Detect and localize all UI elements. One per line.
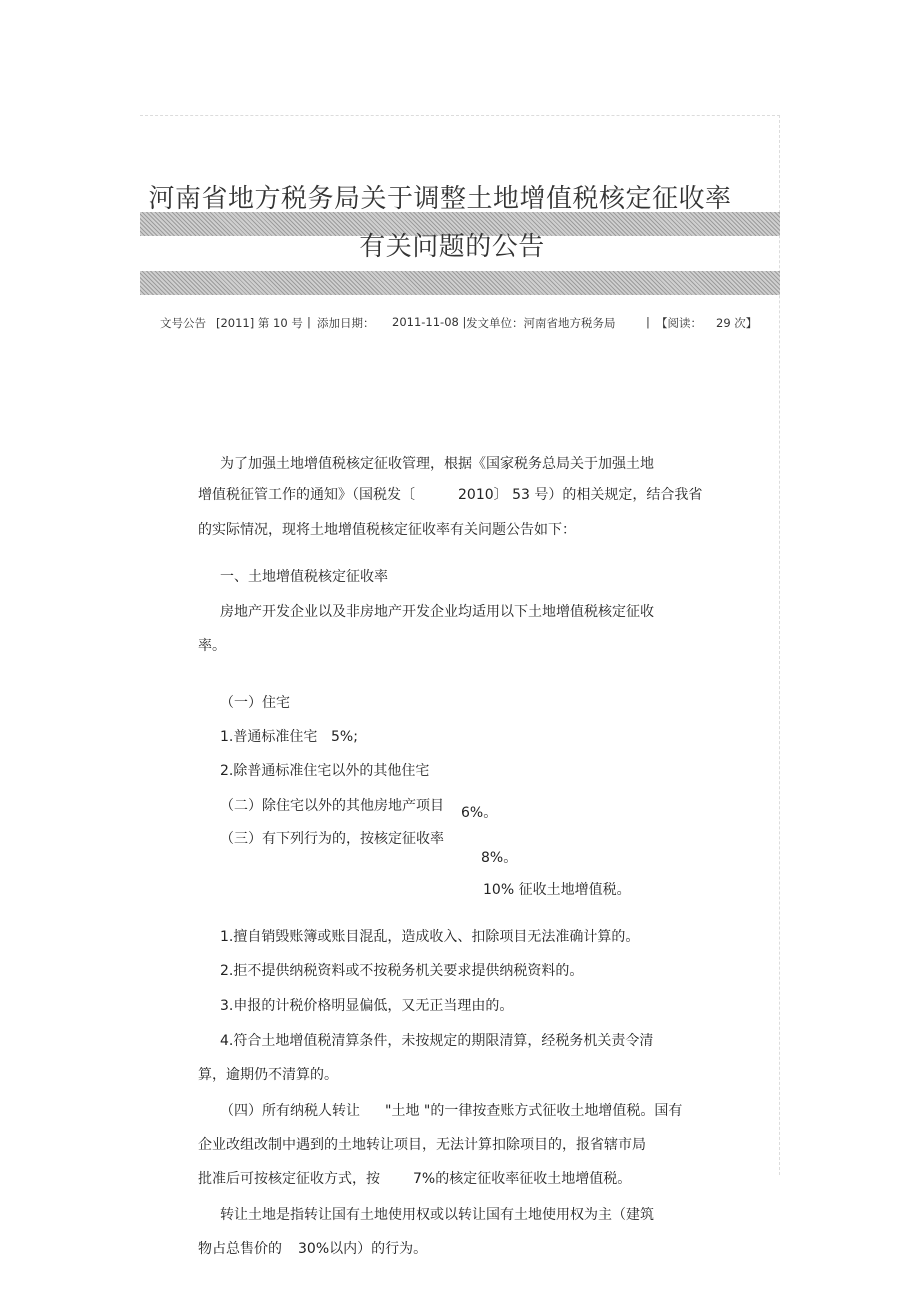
paragraph-2-line-1: 房地产开发企业以及非房地产开发企业均适用以下土地增值税核定征收 [220, 604, 654, 620]
rate-8-percent: 8%。 [481, 850, 518, 866]
item-land-transfer-line-1a: （四）所有纳税人转让 [220, 1103, 360, 1119]
meta-issuer: 发文单位：河南省地方税务局 [466, 316, 616, 330]
meta-read-count: 29 次】 [716, 316, 758, 330]
condition-1: 1.擅自销毁账簿或账目混乱，造成收入、扣除项目无法准确计算的。 [220, 929, 640, 945]
condition-3: 3.申报的计税价格明显偏低，又无正当理由的。 [220, 998, 514, 1014]
paragraph-1-line-3: 的实际情况，现将土地增值税核定征收率有关问题公告如下： [198, 522, 576, 538]
item-other-residential: 2.除普通标准住宅以外的其他住宅 [220, 763, 430, 779]
item-residential: （一）住宅 [220, 695, 290, 711]
rate-10-percent: 10% 征收土地增值税。 [483, 882, 631, 898]
page-title-line-1: 河南省地方税务局关于调整土地增值税核定征收率 [148, 184, 732, 214]
paragraph-1-line-2a: 增值税征管工作的通知》（国税发〔 [198, 487, 415, 503]
item-land-transfer-line-2: 企业改组改制中遇到的土地转让项目，无法计算扣除项目的，报省辖市局 [198, 1137, 646, 1153]
condition-2: 2.拒不提供纳税资料或不按税务机关要求提供纳税资料的。 [220, 963, 584, 979]
meta-added-date: 2011-11-08 | [392, 315, 467, 329]
definition-line-2b: 30%以内）的行为。 [298, 1241, 428, 1257]
item-behaviors-label: （三）有下列行为的，按核定征收率 [220, 831, 444, 847]
meta-doc-number: [2011] 第 10 号 [216, 316, 303, 330]
item-other-real-estate-label: （二）除住宅以外的其他房地产项目 [220, 798, 444, 814]
definition-line-1: 转让土地是指转让国有土地使用权或以转让国有土地使用权为主（建筑 [220, 1207, 654, 1223]
item-land-transfer-line-3a: 批准后可按核定征收方式，按 [198, 1171, 380, 1187]
title-hatch-band-2 [140, 271, 780, 295]
page-title-line-2: 有关问题的公告 [359, 232, 545, 262]
meta-read-label: 【阅读： [656, 316, 702, 330]
item-land-transfer-line-1b: "土地 "的一律按查账方式征收土地增值税。国有 [385, 1103, 683, 1119]
meta-separator: | [307, 315, 311, 329]
paragraph-1-line-1: 为了加强土地增值税核定征收管理，根据《国家税务总局关于加强土地 [220, 456, 654, 472]
meta-added-label: 添加日期： [317, 316, 375, 330]
page-frame-top [140, 115, 780, 116]
item-land-transfer-line-3b: 7%的核定征收率征收土地增值税。 [413, 1171, 632, 1187]
section-1-heading: 一、土地增值税核定征收率 [220, 569, 388, 585]
definition-line-2a: 物占总售价的 [198, 1241, 282, 1257]
paragraph-2-line-2: 率。 [198, 638, 226, 654]
condition-4-line-1: 4.符合土地增值税清算条件，未按规定的期限清算，经税务机关责令清 [220, 1033, 654, 1049]
condition-4-line-2: 算，逾期仍不清算的。 [198, 1067, 338, 1083]
paragraph-1-line-2b: 2010〕 53 号）的相关规定，结合我省 [458, 487, 703, 503]
meta-doc-label: 文号公告 [160, 316, 206, 330]
meta-separator: | [646, 315, 650, 329]
item-other-real-estate-rate: 6%。 [461, 805, 498, 821]
item-standard-residential-label: 1.普通标准住宅 [220, 729, 318, 745]
item-standard-residential-rate: 5%; [331, 729, 358, 745]
